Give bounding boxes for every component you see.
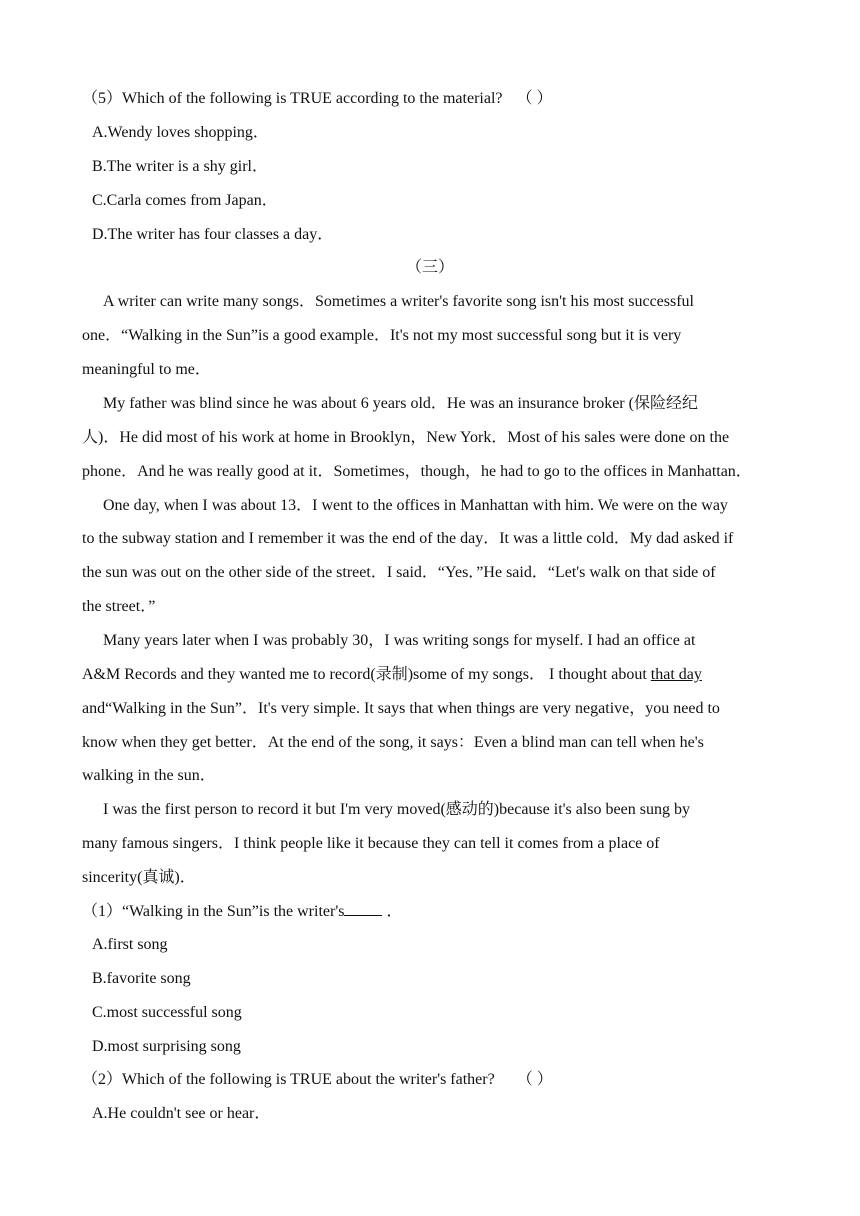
passage-line: One day, when I was about 13．I went to the offices in Manhattan with him. We were on the way xyxy=(103,497,728,514)
question-1-end: ． xyxy=(382,903,403,920)
passage-line: one．“Walking in the Sun”is a good example．It's not my most successful song but it is very xyxy=(82,327,682,344)
passage-text: A&M Records and they wanted me to record(录制)some of my songs． I thought about xyxy=(82,666,651,683)
passage-line: know when they get better．At the end of the song, it says：Even a blind man can tell when he's xyxy=(82,734,704,751)
passage-line: Many years later when I was probably 30，I was writing songs for myself. I had an office at xyxy=(103,632,696,649)
option-c: C.Carla comes from Japan． xyxy=(92,192,278,209)
question-5-text: （5）Which of the following is TRUE according to the material? xyxy=(82,90,503,107)
option-b: B.favorite song xyxy=(92,970,191,987)
passage-line: the sun was out on the other side of the street．I said．“Yes．”He said．“Let's walk on that side of xyxy=(82,564,716,581)
underlined-phrase: that day xyxy=(650,666,702,683)
option-d: D.most surprising song xyxy=(92,1038,241,1055)
passage-line: many famous singers．I think people like it because they can tell it comes from a place of xyxy=(82,835,660,852)
question-5-stem xyxy=(82,89,782,109)
option-c: C.most successful song xyxy=(92,1004,242,1021)
answer-blank xyxy=(344,901,382,916)
passage-line: walking in the sun． xyxy=(82,767,216,784)
passage-line: A writer can write many songs．Sometimes a writer's favorite song isn't his most successful xyxy=(103,293,694,310)
passage-line: I was the first person to record it but I'm very moved(感动的)because it's also been sung by xyxy=(103,801,690,818)
passage-line xyxy=(82,665,782,685)
passage-line: meaningful to me． xyxy=(82,361,211,378)
answer-paren: （ ） xyxy=(516,1071,553,1088)
option-b: B.The writer is a shy girl． xyxy=(92,158,268,175)
option-d: D.The writer has four classes a day． xyxy=(92,226,334,243)
section-title: （三） xyxy=(405,259,454,276)
question-2-stem xyxy=(82,1070,782,1090)
option-a: A.He couldn't see or hear． xyxy=(92,1105,271,1122)
question-1-text: （1）“Walking in the Sun”is the writer's xyxy=(82,903,345,920)
passage-line: My father was blind since he was about 6 years old．He was an insurance broker (保险经纪 xyxy=(103,395,698,412)
question-1-stem xyxy=(82,901,782,921)
passage-line: phone．And he was really good at it．Sometimes，though，he had to go to the offices in Manhattan． xyxy=(82,463,752,480)
option-a: A.first song xyxy=(92,936,168,953)
passage-line: sincerity(真诚)． xyxy=(82,869,196,886)
passage-line: to the subway station and I remember it was the end of the day．It was a little cold．My dad asked if xyxy=(82,530,734,547)
question-2-text: （2）Which of the following is TRUE about the writer's father? xyxy=(82,1071,495,1088)
option-a: A.Wendy loves shopping． xyxy=(92,124,269,141)
passage-line: 人)．He did most of his work at home in Brooklyn，New York．Most of his sales were done on the xyxy=(82,429,730,446)
answer-paren: （ ） xyxy=(516,90,553,107)
passage-line: the street．” xyxy=(82,598,156,615)
passage-line: and“Walking in the Sun”．It's very simple. It says that when things are very negative，you need to xyxy=(82,700,720,717)
